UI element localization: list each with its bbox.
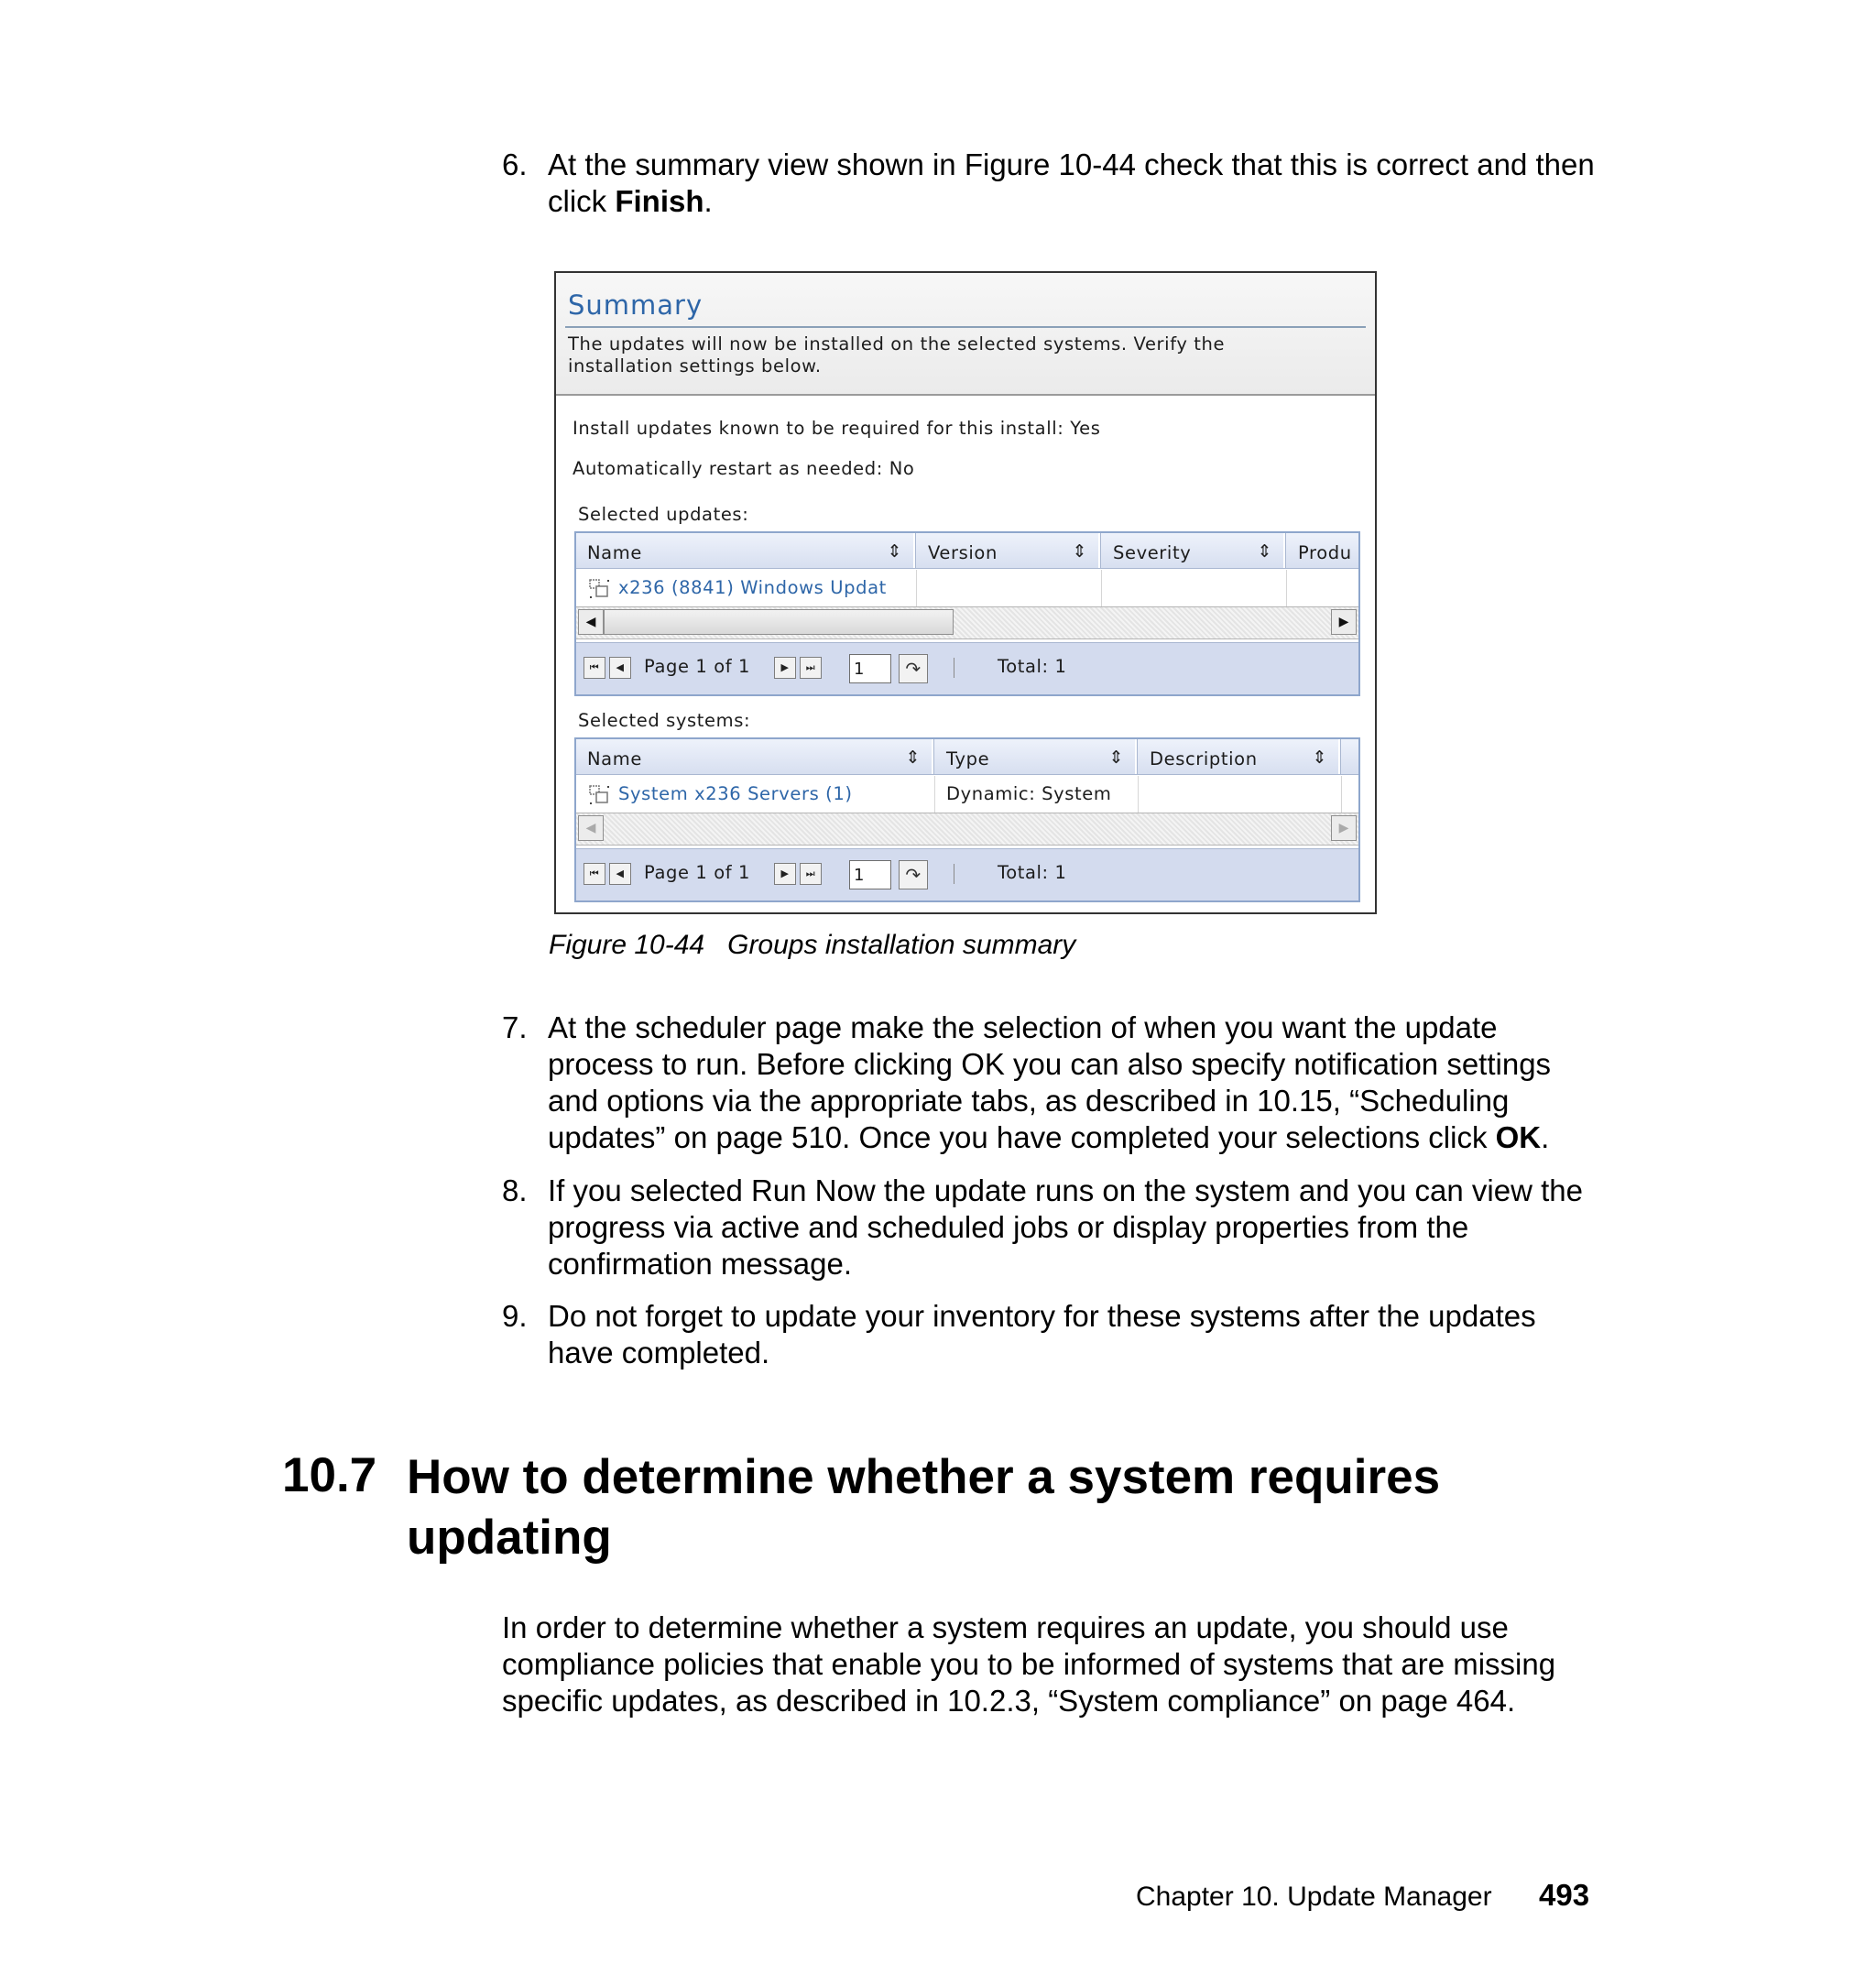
step-number: 8. [502,1173,528,1207]
scroll-thumb[interactable] [604,609,954,635]
sort-arrows-icon[interactable]: ⇕ [1072,541,1087,562]
section-number: 10.7 [282,1448,377,1502]
section-title: How to determine whether a system requires updating [407,1450,1441,1565]
summary-title: Summary [568,289,704,321]
system-name-link[interactable] [576,776,935,813]
group-icon [589,579,611,599]
table-header [576,739,1358,775]
step-number: 7. [502,1010,528,1044]
column-version[interactable] [917,533,1100,568]
step-8 [502,1173,1601,1282]
column-label: Description [1150,748,1258,769]
total-count: Total: 1 [998,656,1067,677]
cell-text: x236 (8841) Windows Updat [618,577,887,598]
sort-arrows-icon[interactable]: ⇕ [905,747,921,768]
description-line: The updates will now be installed on the selected systems. Verify the [568,333,1226,355]
column-name[interactable] [576,739,933,774]
total-count: Total: 1 [998,862,1067,883]
sort-arrows-icon[interactable]: ⇕ [1257,541,1272,562]
horizontal-scrollbar[interactable] [576,606,1358,639]
scroll-left-icon[interactable]: ◀ [578,609,604,635]
column-description[interactable] [1139,739,1340,774]
selected-updates-table [574,531,1360,696]
page-indicator: Page 1 of 1 [644,656,751,677]
page-number-input[interactable]: 1 [849,860,891,889]
install-required-setting: Install updates known to be required for this install: Yes [573,418,1101,439]
step-number: 9. [502,1299,528,1333]
next-page-icon[interactable]: ▶ [774,657,796,679]
step-text [548,147,1601,220]
sort-arrows-icon[interactable]: ⇕ [1108,747,1124,768]
page-indicator: Page 1 of 1 [644,862,751,883]
severity-cell [1102,570,1287,606]
selected-updates-label: Selected updates: [578,504,749,525]
step-text-part: At the summary view shown in Figure 10-44 check that this is correct and then click [548,147,1595,218]
sort-arrows-icon[interactable]: ⇕ [887,541,902,562]
column-label: Version [928,542,998,563]
next-page-icon[interactable]: ▶ [774,863,796,885]
go-icon[interactable]: ↷ [899,654,928,683]
step-number: 6. [502,147,528,181]
prev-page-icon[interactable]: ◀ [609,863,631,885]
page-number-input[interactable]: 1 [849,654,891,683]
summary-description [568,333,1225,377]
step-6 [502,147,1601,220]
table-header [576,533,1358,569]
version-cell [917,570,1102,606]
horizontal-scrollbar[interactable] [576,813,1358,846]
scroll-right-icon[interactable]: ▶ [1331,815,1357,841]
title-rule [565,326,1366,328]
step-text-part: . [1541,1120,1550,1154]
column-severity[interactable] [1102,533,1285,568]
column-label: Produ [1298,542,1352,563]
type-cell: Dynamic: System [935,776,1139,813]
go-icon[interactable]: ↷ [899,860,928,889]
last-page-icon[interactable]: ⏭ [800,657,822,679]
column-product[interactable] [1287,533,1360,568]
section-paragraph: In order to determine whether a system requires an update, you should use compliance policies that enable you to be informed of systems that are missing specific updates, as described in 10.2.3, “System compliance” on page 464. [502,1610,1556,1718]
step-text [548,1009,1601,1156]
first-page-icon[interactable]: ⏮ [584,657,605,679]
auto-restart-setting: Automatically restart as needed: No [573,458,915,479]
step-text-part: At the scheduler page make the selection of when you want the update process to run. Before clicking OK you can also specify notification settings and options via the appropriate tabs, as described in 10.15, “Scheduling updates” on page 510. Once you have completed your selections click [548,1010,1552,1154]
column-name[interactable] [576,533,915,568]
step-text: If you selected Run Now the update runs on the system and you can view the progress via active and scheduled jobs or display properties from the confirmation message. [548,1173,1583,1281]
group-icon [589,785,611,805]
table-pager [576,642,1358,694]
sort-arrows-icon[interactable]: ⇕ [1312,747,1327,768]
step-text: Do not forget to update your inventory for these systems after the updates have completed. [548,1299,1536,1369]
column-label: Name [587,542,642,563]
cell-text: System x236 Servers (1) [618,783,853,804]
selected-systems-label: Selected systems: [578,710,751,731]
summary-header [556,273,1375,396]
step-7 [502,1009,1601,1156]
product-cell [1287,570,1360,606]
page-number: 493 [1539,1878,1590,1912]
column-label: Severity [1113,542,1192,563]
column-type[interactable] [935,739,1137,774]
footer-chapter: Chapter 10. Update Manager [1136,1882,1492,1912]
figure-caption: Figure 10-44 Groups installation summary [549,930,1076,960]
column-label: Name [587,748,642,769]
column-label: Type [946,748,990,769]
scroll-right-icon[interactable]: ▶ [1331,609,1357,635]
table-pager [576,848,1358,900]
scroll-left-icon[interactable]: ◀ [578,815,604,841]
step-9 [502,1298,1601,1371]
description-line: installation settings below. [568,355,822,376]
description-cell [1139,776,1342,813]
last-page-icon[interactable]: ⏭ [800,863,822,885]
selected-systems-table [574,737,1360,902]
prev-page-icon[interactable]: ◀ [609,657,631,679]
summary-figure [554,271,1377,914]
step-bold: Finish [615,184,704,218]
update-name-link[interactable] [576,570,917,606]
step-bold: OK [1495,1120,1542,1154]
first-page-icon[interactable]: ⏮ [584,863,605,885]
step-text-part: . [704,184,713,218]
